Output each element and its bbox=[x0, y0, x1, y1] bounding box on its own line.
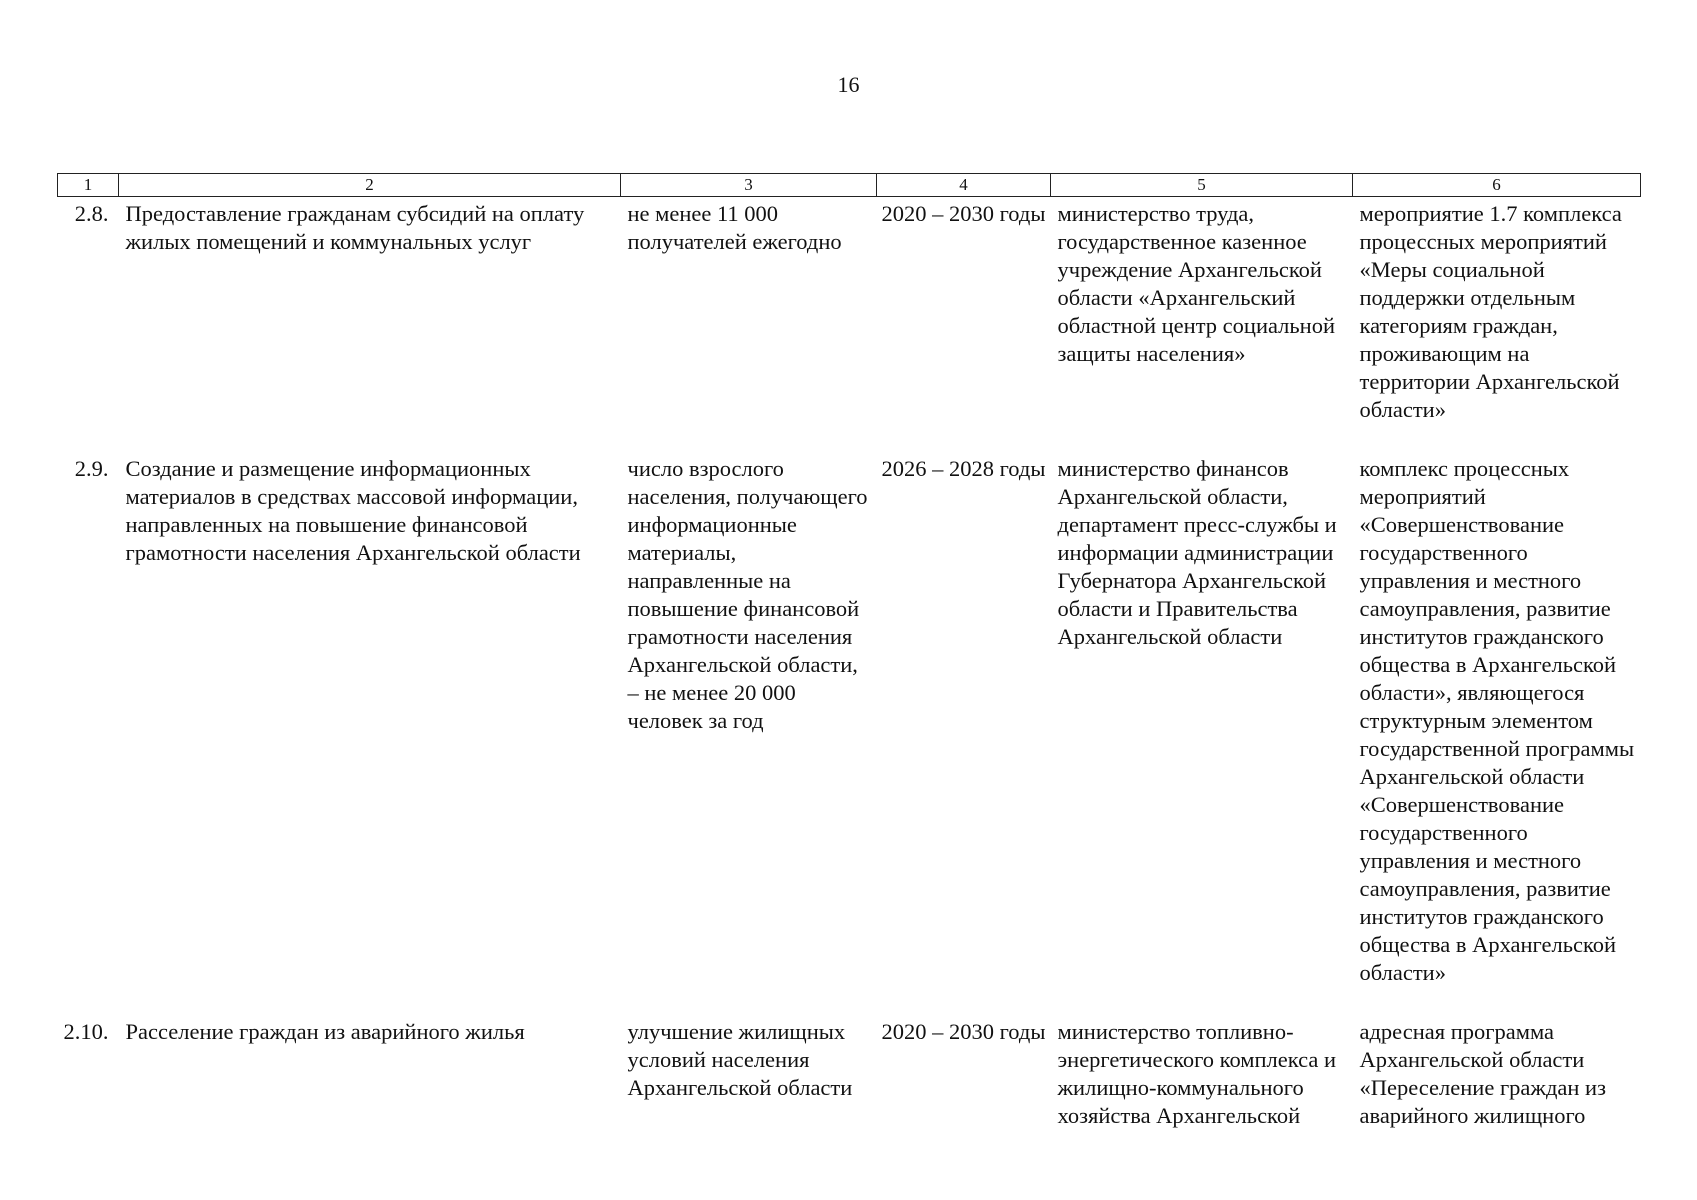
column-number-3: 3 bbox=[621, 174, 877, 197]
table-row bbox=[58, 1015, 1641, 1130]
column-number-4: 4 bbox=[877, 174, 1051, 197]
row-number: 2.8. bbox=[74, 201, 109, 226]
row-number: 2.10. bbox=[63, 1019, 109, 1044]
column-number-header-row bbox=[58, 174, 1641, 197]
program-link-cell: мероприятие 1.7 комплекса процессных мероприятий «Меры социальной поддержки отдельным категориям граждан, проживающим на территории Архангельской области» bbox=[1359, 201, 1622, 422]
column-number-6: 6 bbox=[1353, 174, 1641, 197]
activity-cell: Предоставление гражданам субсидий на оплату жилых помещений и коммунальных услуг bbox=[125, 201, 585, 254]
column-number-1: 1 bbox=[58, 174, 119, 197]
period-cell: 2026 – 2028 годы bbox=[881, 456, 1046, 481]
period-cell: 2020 – 2030 годы bbox=[881, 1019, 1046, 1044]
period-cell: 2020 – 2030 годы bbox=[881, 201, 1046, 226]
result-cell: не менее 11 000 получателей ежегодно bbox=[627, 201, 842, 254]
measures-table bbox=[57, 173, 1641, 1130]
result-cell: число взрослого населения, получающего информационные материалы, направленные на повышение финансовой грамотности населения Архангельской области, – не менее 20 000 человек за год bbox=[627, 456, 868, 733]
result-cell: улучшение жилищных условий населения Архангельской области bbox=[627, 1019, 853, 1100]
responsible-cell: министерство труда, государственное казенное учреждение Архангельской области «Архангельский областной центр социальной защиты населения» bbox=[1057, 201, 1336, 366]
page-number: 16 bbox=[837, 72, 860, 97]
row-number: 2.9. bbox=[74, 456, 109, 481]
program-link-cell: комплекс процессных мероприятий «Совершенствование государственного управления и местного самоуправления, развитие институтов гражданского общества в Архангельской области», являющегося структурным элементом государственной программы Архангельской области «Совершенствование государственного управления и местного самоуправления, развитие институтов гражданского общества в Архангельской области» bbox=[1359, 456, 1635, 985]
activity-cell: Создание и размещение информационных материалов в средствах массовой информации, направленных на повышение финансовой грамотности населения Архангельской области bbox=[125, 456, 581, 565]
responsible-cell: министерство топливно-энергетического комплекса и жилищно-коммунального хозяйства Архангельской bbox=[1057, 1019, 1337, 1128]
column-number-5: 5 bbox=[1051, 174, 1353, 197]
responsible-cell: министерство финансов Архангельской области, департамент пресс-службы и информации администрации Губернатора Архангельской области и Правительства Архангельской области bbox=[1057, 456, 1337, 649]
table-row bbox=[58, 452, 1641, 1015]
activity-cell: Расселение граждан из аварийного жилья bbox=[125, 1019, 525, 1044]
table-row bbox=[58, 197, 1641, 453]
column-number-2: 2 bbox=[119, 174, 621, 197]
program-link-cell: адресная программа Архангельской области «Переселение граждан из аварийного жилищного bbox=[1359, 1019, 1606, 1128]
